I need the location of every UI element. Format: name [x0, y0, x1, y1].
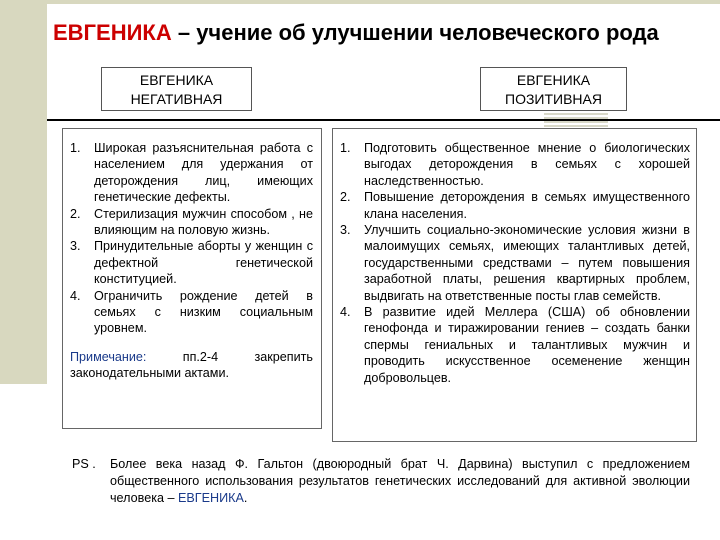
negative-item — [67, 238, 313, 287]
negative-header-line2: НЕГАТИВНАЯ — [130, 91, 223, 107]
positive-item — [337, 304, 690, 386]
negative-header-line1: ЕВГЕНИКА — [139, 72, 214, 88]
title-rest: – учение об улучшении человеческого рода — [171, 20, 659, 45]
item-number: 2. — [70, 206, 81, 221]
item-text: Ограничить рождение детей в семьях с низким социальным уровнем. — [94, 288, 313, 336]
ps-block — [72, 456, 690, 507]
title-highlight: ЕВГЕНИКА — [53, 20, 172, 45]
positive-header-box — [480, 67, 627, 111]
note-text: пп.2-4 закрепить законодательными актами. — [70, 349, 313, 381]
item-number: 2. — [340, 190, 351, 205]
negative-header-box — [101, 67, 252, 111]
positive-header-line1: ЕВГЕНИКА — [516, 72, 591, 88]
item-number: 3. — [340, 223, 351, 238]
item-text: Подготовить общественное мнение о биологических выгодах деторождения в семьях с хорошей наследственностью. — [364, 141, 690, 188]
divider-line — [47, 119, 720, 121]
item-number: 3. — [70, 239, 81, 254]
item-text: Принудительные аборты у женщин с дефектной генетической конституцией. — [94, 239, 313, 287]
negative-note — [67, 349, 313, 382]
slide-title — [53, 20, 718, 46]
side-decor-bar — [0, 0, 47, 384]
item-text: Стерилизация мужчин способом , не влияющим на половую жизнь. — [94, 206, 313, 238]
positive-list — [337, 140, 690, 386]
negative-item — [67, 288, 313, 337]
item-number: 4. — [70, 288, 81, 303]
positive-item — [337, 140, 690, 189]
item-text: Повышение деторождения в семьях имущественного клана населения. — [364, 190, 690, 221]
item-text: Широкая разъяснительная работа с населением для удержания от деторождения лиц, имеющих генетические дефекты. — [94, 141, 313, 205]
item-text: Улучшить социально-экономические условия жизни в малоимущих семьях, имеющих талантливых детей, государственными средствами – путем повышения заработной платы, решения квартирных проблем, выдвигать на ответственные посты глав семейств. — [364, 223, 690, 303]
positive-header-line2: ПОЗИТИВНАЯ — [505, 91, 602, 107]
top-decor-strip — [0, 0, 720, 4]
note-label: Примечание: — [70, 349, 147, 364]
negative-item — [67, 140, 313, 206]
ps-end: . — [243, 491, 248, 505]
item-number: 1. — [70, 141, 81, 155]
negative-list — [67, 140, 313, 337]
ps-text — [110, 456, 690, 507]
ps-highlight: ЕВГЕНИКА — [178, 491, 244, 505]
item-number: 4. — [340, 305, 351, 320]
item-text: В развитие идей Меллера (США) об обновлении генофонда и тиражировании гениев – создать банки спермы гениальных и талантливых мужчин и проводить искусственное осеменение женщин добровольцев. — [364, 305, 690, 385]
negative-panel — [62, 128, 322, 429]
positive-item — [337, 222, 690, 304]
negative-item — [67, 206, 313, 239]
ps-label: PS . — [72, 457, 96, 471]
item-number: 1. — [340, 141, 351, 155]
positive-item — [337, 189, 690, 222]
ps-body: Более века назад Ф. Гальтон (двоюродный брат Ч. Дарвина) выступил с предложением общественного использования результатов генетических исследований для активной эволюции человека – — [110, 457, 690, 505]
positive-panel — [332, 128, 697, 442]
